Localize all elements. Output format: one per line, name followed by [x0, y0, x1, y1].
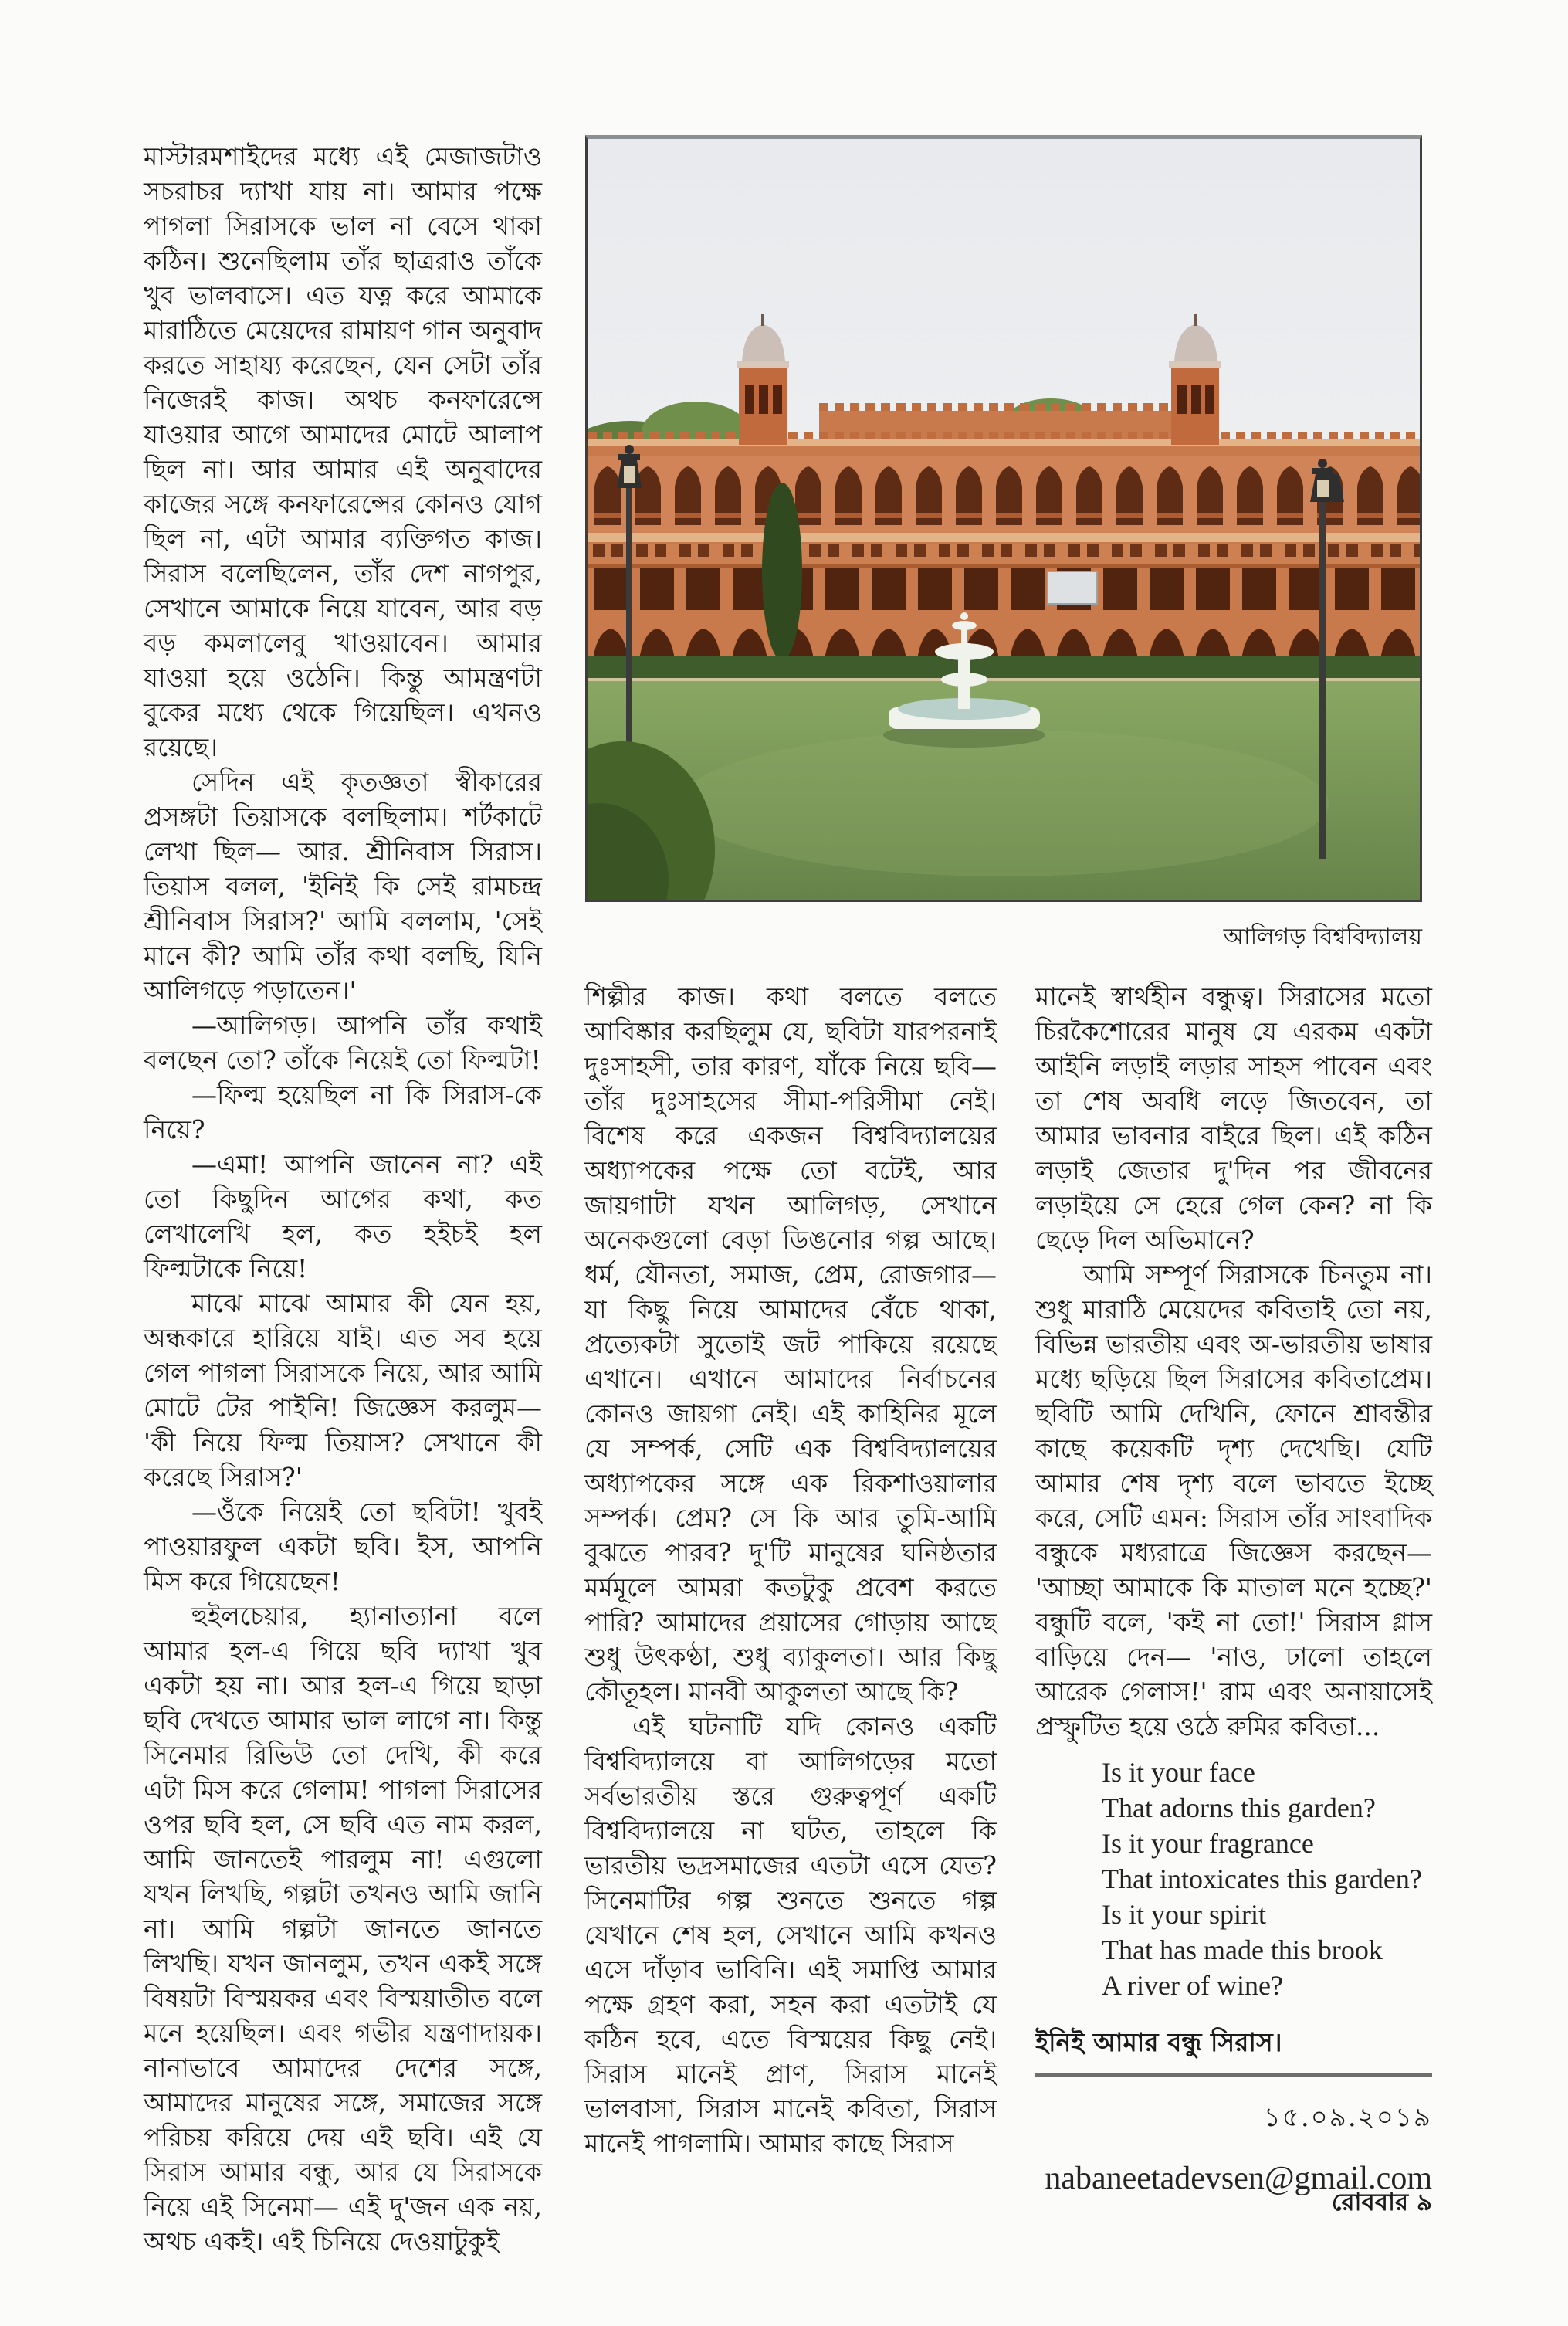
article-column-left — [144, 139, 542, 2256]
article-paragraph: হুইলচেয়ার, হ্যানাত্যানা বলে আমার হল-এ গিয়ে ছবি দ্যাখা খুব একটা হয় না। আর হল-এ গিয়ে ছাড়া ছবি দেখতে আমার ভাল লাগে না। কিন্তু সিনেমার রিভিউ তো দেখি, কী করে এটা মিস করে গেলাম! পাগলা সিরাসের ওপর ছবি হল, সে ছবি এত নাম করল, আমি জানতেই পারলুম না! এগুলো যখন লিখছি, গল্পটা তখনও আমি জানি না। আমি গল্পটা জানতে জানতে লিখছি। যখন জানলুম, তখন একই সঙ্গে বিষয়টা বিস্ময়কর এবং বিস্ময়াতীত বলে মনে হয়েছিল। এবং গভীর যন্ত্রণাদায়ক। নানাভাবে আমাদের দেশের সঙ্গে, আমাদের মানুষের সঙ্গে, সমাজের সঙ্গে পরিচয় করিয়ে দেয় এই ছবি। এই যে সিরাস আমার বন্ধু, আর যে সিরাসকে নিয়ে এই সিনেমা— এই দু'জন এক নয়, অথচ একই। এই চিনিয়ে দেওয়াটুকুই — [144, 1601, 542, 2256]
article-column-right — [1035, 979, 1432, 2196]
poem-line: That intoxicates this garden? — [1102, 1863, 1422, 1894]
article-paragraph: আমি সম্পূর্ণ সিরাসকে চিনতুম না। শুধু মারাঠি মেয়েদের কবিতাই তো নয়, বিভিন্ন ভারতীয় এবং অ-ভারতীয় ভাষার মধ্যে ছড়িয়ে ছিল সিরাসের কবিতাপ্রেম। ছবিটি আমি দেখিনি, ফোনে শ্রাবন্তীর কাছে কয়েকটি দৃশ্য দেখেছি। যেটি আমার শেষ দৃশ্য বলে ভাবতে ইচ্ছে করে, সেটি এমন: সিরাস তাঁর সাংবাদিক বন্ধুকে মধ্যরাত্রে জিজ্ঞেস করছেন— 'আচ্ছা আমাকে কি মাতাল মনে হচ্ছে?' বন্ধুটি বলে, 'কই না তো!' সিরাস গ্লাস বাড়িয়ে দেন— 'নাও, ঢালো তাহলে আরেক গেলাস!' রাম এবং অনায়াসেই প্রস্ফুটিত হয়ে ওঠে রুমির কবিতা... — [1035, 1260, 1432, 1741]
article-paragraph: মাস্টারমশাইদের মধ্যে এই মেজাজটাও সচরাচর দ্যাখা যায় না। আমার পক্ষে পাগলা সিরাসকে ভাল না বেসে থাকা কঠিন। শুনেছিলাম তাঁর ছাত্ররাও তাঁকে খুব ভালবাসে। এত যত্ন করে আমাকে মারাঠিতে মেয়েদের রামায়ণ গান অনুবাদ করতে সাহায্য করেছেন, যেন সেটা তাঁর নিজেরই কাজ। অথচ কনফারেন্সে যাওয়ার আগে আমাদের মোটে আলাপ ছিল না। আর আমার এই অনুবাদের কাজের সঙ্গে কনফারেন্সের কোনও যোগ ছিল না, এটা আমার ব্যক্তিগত কাজ। সিরাস বলেছিলেন, তাঁর দেশ নাগপুর, সেখানে আমাকে নিয়ে যাবেন, আর বড় বড় কমলালেবু খাওয়াবেন। আমার যাওয়া হয়ে ওঠেনি। কিন্তু আমন্ত্রণটা বুকের মধ্যে থেকে গিয়েছিল। এখনও রয়েছে। — [144, 141, 542, 762]
article-paragraph: —আলিগড়। আপনি তাঁর কথাই বলছেন তো? তাঁকে নিয়েই তো ফিল্মটা! — [144, 1010, 542, 1075]
poem-line: Is it your face — [1102, 1757, 1255, 1788]
poem-line: That adorns this garden? — [1102, 1792, 1376, 1823]
photo-caption: আলিগড় বিশ্ববিদ্যালয় — [1223, 924, 1422, 951]
poem-line: Is it your fragrance — [1102, 1828, 1314, 1859]
aligarh-university-photo-illustration — [588, 139, 1420, 900]
poem-line: That has made this brook — [1102, 1934, 1383, 1965]
page-footer: রোববার ৯ — [1331, 2189, 1432, 2216]
signature-rule — [1035, 2073, 1432, 2077]
article-paragraph: মানেই স্বার্থহীন বন্ধুত্ব। সিরাসের মতো চিরকৈশোরের মানুষ যে এরকম একটা আইনি লড়াই লড়ার সাহস পাবেন এবং তা শেষ অবধি লড়ে জিতবেন, তা আমার ভাবনার বাইরে ছিল। এই কঠিন লড়াই জেতার দু'দিন পর জীবনের লড়াইয়ে সে হেরে গেল কেন? না কি ছেড়ে দিল অভিমানে? — [1035, 982, 1432, 1255]
signboard — [1048, 571, 1097, 604]
article-column-middle — [584, 979, 997, 2158]
author-email: nabaneetadevsen@gmail.com — [1045, 2161, 1432, 2196]
signature-line: ইনিই আমার বন্ধু সিরাস। — [1035, 2027, 1282, 2057]
right-column-paragraphs — [1035, 979, 1432, 1744]
creeper-bush — [762, 483, 802, 660]
article-paragraph: এই ঘটনাটি যদি কোনও একটি বিশ্ববিদ্যালয়ে বা আলিগড়ের মতো সর্বভারতীয় স্তরে গুরুত্বপূর্ণ একটি বিশ্ববিদ্যালয়ে না ঘটত, তাহলে কি ভারতীয় ভদ্রসমাজের এতটা এসে যেত? সিনেমাটির গল্প শুনতে শুনতে গল্প যেখানে শেষ হল, সেখানে আমি কখনও এসে দাঁড়াব ভাবিনি। এই সমাপ্তি আমার পক্ষে গ্রহণ করা, সহন করা এতটাই যে কঠিন হবে, এতে বিস্ময়ের কিছু নেই। সিরাস মানেই প্রাণ, সিরাস মানেই ভালবাসা, সিরাস মানেই কবিতা, সিরাস মানেই পাগলামি। আমার কাছে সিরাস — [584, 1711, 997, 2158]
article-paragraph: শিল্পীর কাজ। কথা বলতে বলতে আবিষ্কার করছিলুম যে, ছবিটা যারপরনাই দুঃসাহসী, তার কারণ, যাঁকে নিয়ে ছবি— তাঁর দুঃসাহসের সীমা-পরিসীমা নেই। বিশেষ করে একজন বিশ্ববিদ্যালয়ের অধ্যাপকের পক্ষে তো বটেই, আর জায়গাটা যখন আলিগড়, সেখানে অনেকগুলো বেড়া ডিঙনোর গল্প আছে। ধর্ম, যৌনতা, সমাজ, প্রেম, রোজগার— যা কিছু নিয়ে আমাদের বেঁচে থাকা, প্রত্যেকটা সুতোই জট পাকিয়ে রয়েছে এখানে। এখানে আমাদের নির্বাচনের কোনও জায়গা নেই। এই কাহিনির মূলে যে সম্পর্ক, সেটি এক বিশ্ববিদ্যালয়ের অধ্যাপকের সঙ্গে এক রিকশাওয়ালার সম্পর্ক। প্রেম? সে কি আর তুমি-আমি বুঝতে পারব? দু'টি মানুষের ঘনিষ্ঠতার মর্মমূলে আমরা কতটুকু প্রবেশ করতে পারি? আমাদের প্রয়াসের গোড়ায় আছে শুধু উৎকণ্ঠা, শুধু ব্যাকুলতা। আর কিছু কৌতূহল। মানবী আকুলতা আছে কি? — [584, 982, 997, 1707]
article-paragraph: —ওঁকে নিয়েই তো ছবিটা! খুবই পাওয়ারফুল একটা ছবি। ইস, আপনি মিস করে গিয়েছেন! — [144, 1497, 542, 1596]
article-paragraph: —ফিল্ম হয়েছিল না কি সিরাস-কে নিয়ে? — [144, 1080, 542, 1144]
poem-line: Is it your spirit — [1102, 1899, 1266, 1930]
article-photo — [585, 135, 1422, 902]
poem-line: A river of wine? — [1102, 1970, 1283, 2001]
poem — [1102, 1755, 1432, 2003]
article-paragraph: সেদিন এই কৃতজ্ঞতা স্বীকারের প্রসঙ্গটা তিয়াসকে বলছিলাম। শর্টকাটে লেখা ছিল— আর. শ্রীনিবাস সিরাস। তিয়াস বলল, 'ইনিই কি সেই রামচন্দ্র শ্রীনিবাস সিরাস?' আমি বললাম, 'সেই মানে কী? আমি তাঁর কথা বলছি, যিনি আলিগড়ে পড়াতেন।' — [144, 767, 542, 1005]
article-date: ১৫.০৯.২০১৯ — [1263, 2102, 1432, 2133]
article-paragraph: মাঝে মাঝে আমার কী যেন হয়, অন্ধকারে হারিয়ে যাই। এত সব হয়ে গেল পাগলা সিরাসকে নিয়ে, আর আমি মোটে টের পাইনি! জিজ্ঞেস করলুম— 'কী নিয়ে ফিল্ম তিয়াস? সেখানে কী করেছে সিরাস?' — [144, 1288, 542, 1492]
article-paragraph: —এমা! আপনি জানেন না? এই তো কিছুদিন আগের কথা, কত লেখালেখি হল, কত হইচই হল ফিল্মটাকে নিয়ে! — [144, 1149, 542, 1283]
